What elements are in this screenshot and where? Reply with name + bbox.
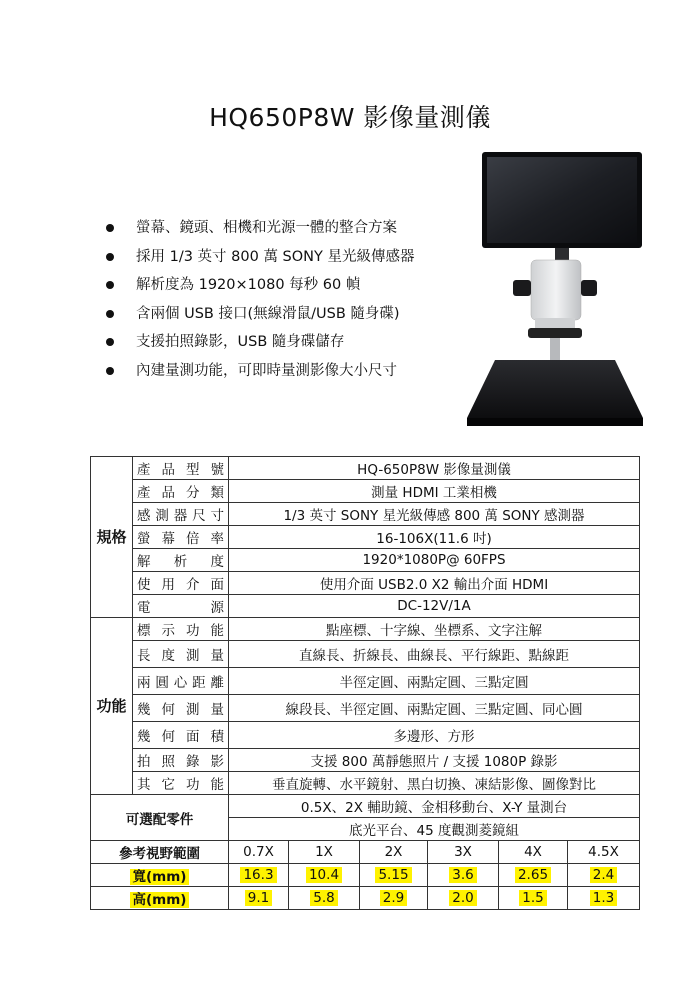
row-value: DC-12V/1A — [229, 595, 640, 618]
bullet-icon — [106, 281, 114, 289]
feature-item — [106, 328, 415, 357]
row-label: 使用介面 — [133, 572, 229, 595]
width-value: 16.3 — [240, 867, 276, 883]
feature-text: 螢幕、鏡頭、相機和光源一體的整合方案 — [136, 220, 397, 236]
table-row — [91, 457, 640, 480]
width-cell — [229, 864, 289, 887]
feature-text: 解析度為 1920×1080 每秒 60 幀 — [136, 277, 361, 293]
width-label-cell — [91, 864, 229, 887]
width-value: 2.4 — [590, 867, 617, 883]
table-row — [91, 749, 640, 772]
row-value: 使用介面 USB2.0 X2 輸出介面 HDMI — [229, 572, 640, 595]
row-label: 標示功能 — [133, 618, 229, 641]
height-value: 2.0 — [449, 890, 476, 906]
table-row — [91, 841, 640, 864]
group-label-function: 功能 — [91, 618, 133, 795]
row-value: 支援 800 萬靜態照片 / 支援 1080P 錄影 — [229, 749, 640, 772]
height-cell — [360, 887, 428, 910]
spec-table — [90, 456, 640, 910]
page-title: HQ650P8W 影像量測儀 — [209, 103, 491, 132]
row-value: 16-106X(11.6 吋) — [229, 526, 640, 549]
width-value: 10.4 — [306, 867, 342, 883]
width-cell — [360, 864, 428, 887]
row-label: 產品分類 — [133, 480, 229, 503]
table-row — [91, 618, 640, 641]
width-cell — [289, 864, 360, 887]
row-value: 直線長、折線長、曲線長、平行線距、點線距 — [229, 641, 640, 668]
product-photo — [465, 150, 645, 430]
height-value: 1.5 — [519, 890, 546, 906]
table-row — [91, 526, 640, 549]
fov-header: 參考視野範圍 — [91, 841, 229, 864]
optional-label: 可選配零件 — [91, 795, 229, 841]
height-value: 2.9 — [380, 890, 407, 906]
height-cell — [428, 887, 499, 910]
group-label-spec: 規格 — [91, 457, 133, 618]
table-row — [91, 772, 640, 795]
width-cell — [428, 864, 499, 887]
row-value: 半徑定圓、兩點定圓、三點定圓 — [229, 668, 640, 695]
feature-text: 含兩個 USB 接口(無線滑鼠/USB 隨身碟) — [136, 305, 400, 322]
row-label: 幾何面積 — [133, 722, 229, 749]
table-row — [91, 572, 640, 595]
row-value: 1/3 英寸 SONY 星光級傳感 800 萬 SONY 感測器 — [229, 503, 640, 526]
bullet-icon — [106, 367, 114, 375]
height-label-cell — [91, 887, 229, 910]
magnification-cell: 2X — [360, 841, 428, 864]
row-value: 測量 HDMI 工業相機 — [229, 480, 640, 503]
height-value: 9.1 — [245, 890, 272, 906]
table-row — [91, 549, 640, 572]
row-label: 兩圓心距離 — [133, 668, 229, 695]
row-label: 其它功能 — [133, 772, 229, 795]
feature-item — [106, 214, 415, 243]
height-label: 高(mm) — [130, 892, 190, 908]
magnification-cell: 3X — [428, 841, 499, 864]
row-value: 線段長、半徑定圓、兩點定圓、三點定圓、同心圓 — [229, 695, 640, 722]
bullet-icon — [106, 253, 114, 261]
width-value: 2.65 — [515, 867, 551, 883]
height-cell — [568, 887, 640, 910]
feature-text: 採用 1/3 英寸 800 萬 SONY 星光級傳感器 — [136, 248, 415, 265]
bullet-icon — [106, 338, 114, 346]
height-cell — [499, 887, 568, 910]
row-label: 感測器尺寸 — [133, 503, 229, 526]
feature-text: 內建量測功能，可即時量測影像大小尺寸 — [136, 362, 397, 379]
width-cell — [568, 864, 640, 887]
row-value: 多邊形、方形 — [229, 722, 640, 749]
table-row — [91, 887, 640, 910]
row-value: 1920*1080P@ 60FPS — [229, 549, 640, 572]
row-label: 拍照錄影 — [133, 749, 229, 772]
table-row — [91, 595, 640, 618]
bullet-icon — [106, 224, 114, 232]
optional-line: 0.5X、2X 輔助鏡、金相移動台、X-Y 量測台 — [229, 795, 640, 818]
row-label: 電源 — [133, 595, 229, 618]
height-cell — [229, 887, 289, 910]
row-label: 解析度 — [133, 549, 229, 572]
table-row — [91, 795, 640, 818]
feature-list — [106, 214, 415, 385]
height-value: 5.8 — [310, 890, 337, 906]
width-label: 寬(mm) — [130, 869, 190, 885]
row-label: 長度測量 — [133, 641, 229, 668]
optional-line: 底光平台、45 度觀測菱鏡組 — [229, 818, 640, 841]
feature-item — [106, 300, 415, 329]
magnification-cell: 4.5X — [568, 841, 640, 864]
width-cell — [499, 864, 568, 887]
feature-item — [106, 243, 415, 272]
height-cell — [289, 887, 360, 910]
magnification-cell: 0.7X — [229, 841, 289, 864]
width-value: 3.6 — [449, 867, 476, 883]
row-value: HQ-650P8W 影像量測儀 — [229, 457, 640, 480]
magnification-cell: 4X — [499, 841, 568, 864]
table-row — [91, 864, 640, 887]
feature-item — [106, 357, 415, 386]
row-label: 螢幕倍率 — [133, 526, 229, 549]
row-label: 幾何測量 — [133, 695, 229, 722]
table-row — [91, 668, 640, 695]
table-row — [91, 641, 640, 668]
feature-text: 支援拍照錄影，USB 隨身碟儲存 — [136, 334, 345, 350]
table-row — [91, 503, 640, 526]
bullet-icon — [106, 310, 114, 318]
magnification-cell: 1X — [289, 841, 360, 864]
row-label: 產品型號 — [133, 457, 229, 480]
width-value: 5.15 — [375, 867, 411, 883]
row-value: 垂直旋轉、水平鏡射、黑白切換、凍結影像、圖像對比 — [229, 772, 640, 795]
height-value: 1.3 — [590, 890, 617, 906]
feature-item — [106, 271, 415, 300]
row-value: 點座標、十字線、坐標系、文字注解 — [229, 618, 640, 641]
table-row — [91, 695, 640, 722]
table-row — [91, 480, 640, 503]
table-row — [91, 722, 640, 749]
